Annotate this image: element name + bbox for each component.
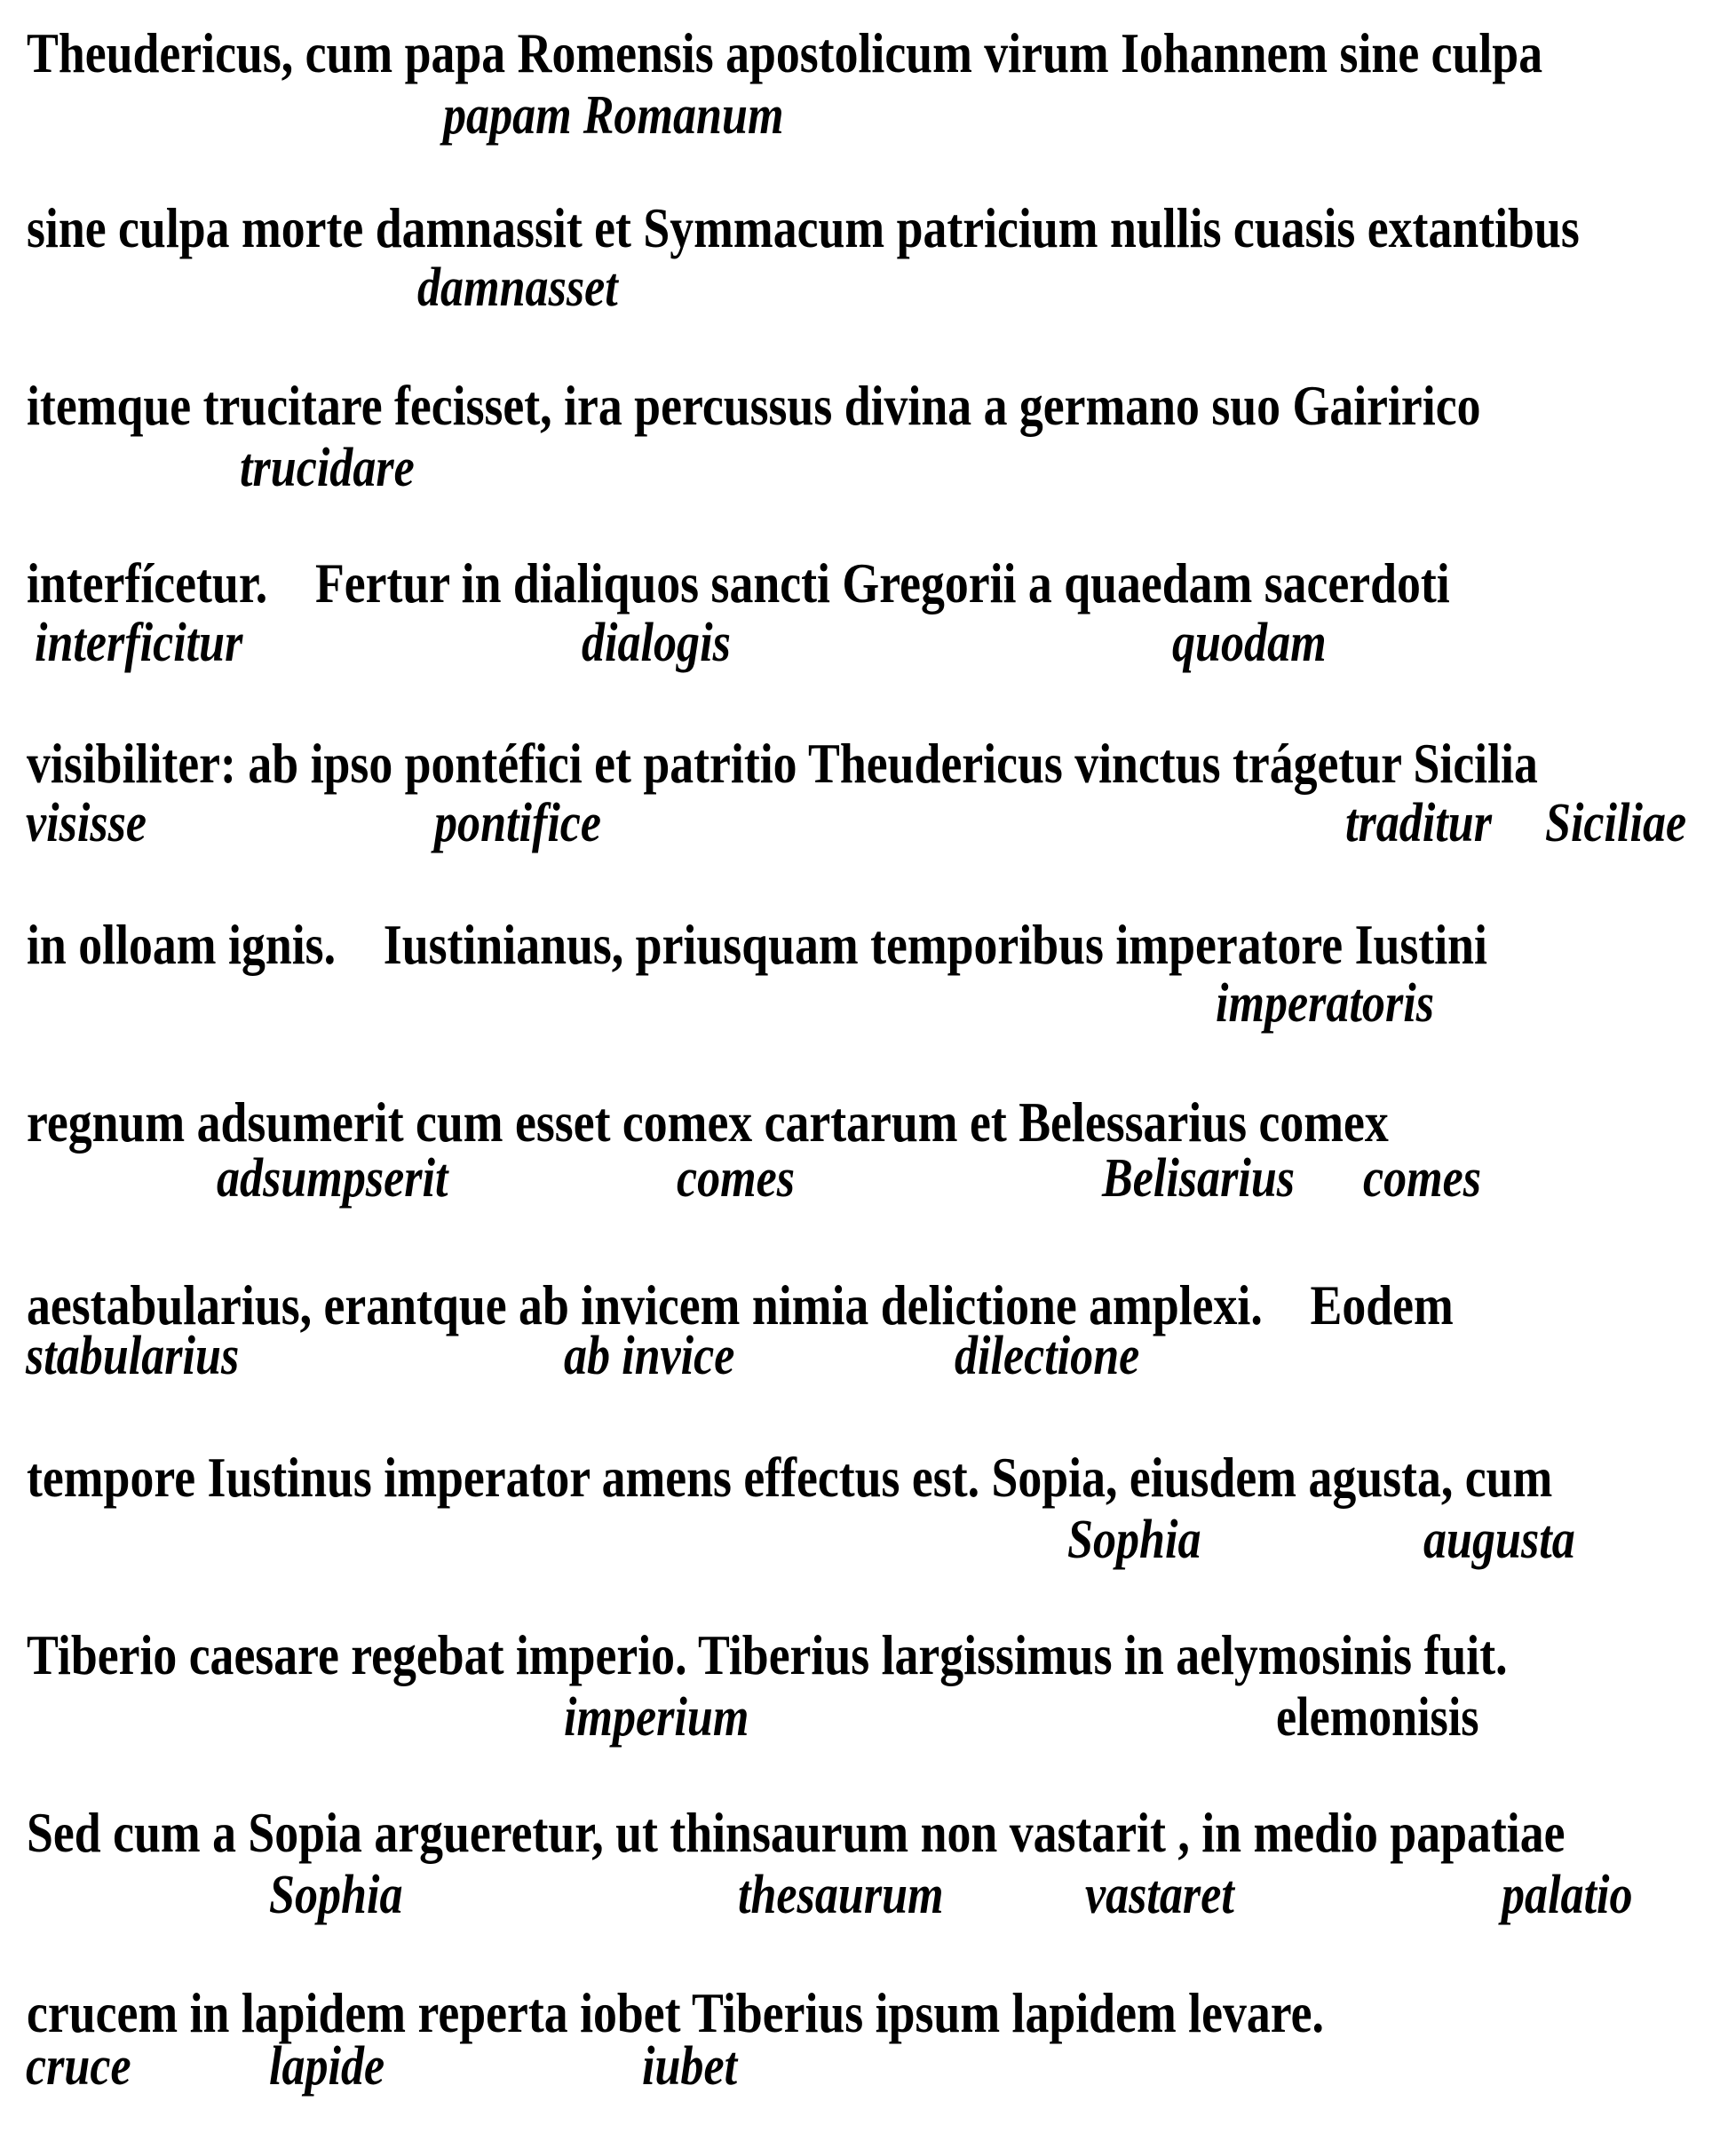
gloss-word: ab invice — [564, 1326, 735, 1386]
main-text-line: visibiliter: ab ipso pontéfici et patritio Theudericus vinctus trágetur Sicilia — [27, 732, 1538, 795]
gloss-word: adsumpserit — [217, 1148, 448, 1209]
gloss-word: imperium — [564, 1687, 749, 1748]
gloss-word: thesaurum — [738, 1865, 944, 1925]
gloss-word: palatio — [1502, 1865, 1633, 1925]
gloss-word: quodam — [1172, 613, 1327, 673]
gloss-word: vastaret — [1085, 1865, 1234, 1925]
gloss-word: papam Romanum — [443, 85, 784, 146]
gloss-word: trucidare — [240, 438, 415, 498]
main-text-line: Sed cum a Sopia argueretur, ut thinsaurum non vastarit , in medio papatiae — [27, 1801, 1566, 1864]
gloss-word: Sophia — [269, 1865, 403, 1925]
gloss-word: comes — [677, 1148, 796, 1209]
gloss-word: pontifice — [434, 793, 602, 853]
gloss-word: damnasset — [417, 258, 618, 318]
gloss-word: cruce — [26, 2036, 131, 2097]
main-text-line: regnum adsumerit cum esset comex cartarum et Belessarius comex — [27, 1090, 1389, 1154]
main-text-line: interfícetur. Fertur in dialiquos sancti Gregorii a quaedam sacerdoti — [27, 551, 1450, 615]
main-text-line: sine culpa morte damnassit et Symmacum patricium nullis cuasis extantibus — [27, 196, 1580, 259]
gloss-word: dilectione — [955, 1326, 1140, 1386]
main-text-line: crucem in lapidem reperta iobet Tiberius ipsum lapidem levare. — [27, 1981, 1324, 2044]
gloss-word: lapide — [269, 2036, 385, 2097]
gloss-word: stabularius — [26, 1326, 240, 1386]
main-text-line: itemque trucitare fecisset, ira percussus divina a germano suo Gairirico — [27, 374, 1481, 437]
gloss-word: iubet — [642, 2036, 738, 2097]
gloss-word: imperatoris — [1216, 973, 1434, 1034]
main-text-line: aestabularius, erantque ab invicem nimia delictione amplexi. Eodem — [27, 1273, 1454, 1336]
main-text-line: in olloam ignis. Iustinianus, priusquam temporibus imperatore Iustini — [27, 913, 1487, 976]
gloss-word: Belisarius — [1102, 1148, 1296, 1209]
gloss-word: comes — [1363, 1148, 1482, 1209]
main-text-line: Theudericus, cum papa Romensis apostolicum virum Iohannem sine culpa — [27, 21, 1543, 84]
gloss-word: dialogis — [582, 613, 731, 673]
main-text-line: tempore Iustinus imperator amens effectus est. Sopia, eiusdem agusta, cum — [27, 1446, 1553, 1509]
gloss-word: Siciliae — [1545, 793, 1687, 853]
gloss-word: interficitur — [35, 613, 243, 673]
gloss-word: traditur — [1345, 793, 1492, 853]
gloss-word: augusta — [1423, 1510, 1575, 1570]
gloss-word: elemonisis — [1276, 1687, 1479, 1748]
gloss-word: Sophia — [1067, 1510, 1201, 1570]
main-text-line: Tiberio caesare regebat imperio. Tiberius largissimus in aelymosinis fuit. — [27, 1623, 1508, 1686]
gloss-word: visisse — [26, 793, 147, 853]
